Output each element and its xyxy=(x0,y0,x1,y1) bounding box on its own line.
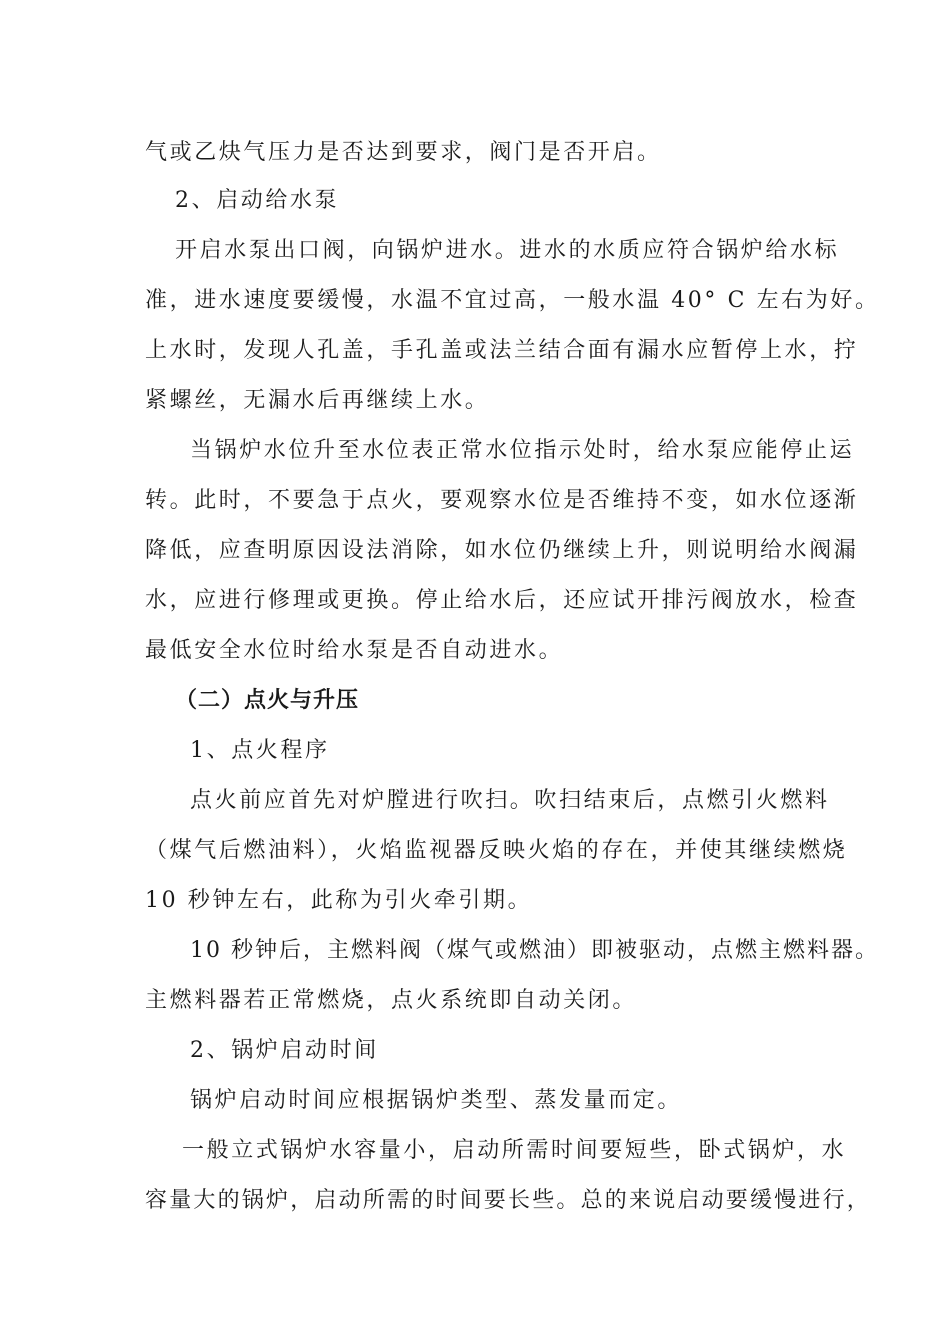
text-line-21: 一般立式锅炉水容量小，启动所需时间要短些，卧式锅炉，水 xyxy=(182,1138,847,1163)
subheading-startup-time: 2、锅炉启动时间 xyxy=(190,1038,379,1063)
text-line-15: （煤气后燃油料），火焰监视器反映火焰的存在，并使其继续燃烧 xyxy=(145,838,848,863)
subheading-ignition-procedure: 1、点火程序 xyxy=(190,738,330,763)
text-line-1: 气或乙炔气压力是否达到要求，阀门是否开启。 xyxy=(145,140,662,165)
text-line-6: 紧螺丝，无漏水后再继续上水。 xyxy=(145,388,490,413)
text-line-10: 水，应进行修理或更换。停止给水后，还应试开排污阀放水，检查 xyxy=(145,588,859,613)
text-line-18: 主燃料器若正常燃烧，点火系统即自动关闭。 xyxy=(145,988,638,1013)
text-line-22: 容量大的锅炉，启动所需的时间要长些。总的来说启动要缓慢进行， xyxy=(145,1188,872,1213)
text-line-14: 点火前应首先对炉膛进行吹扫。吹扫结束后，点燃引火燃料 xyxy=(190,788,830,813)
text-line-20: 锅炉启动时间应根据锅炉类型、蒸发量而定。 xyxy=(190,1088,683,1113)
text-line-3: 开启水泵出口阀，向锅炉进水。进水的水质应符合锅炉给水标 xyxy=(175,238,840,263)
text-line-4: 准，进水速度要缓慢，水温不宜过高，一般水温 40° C 左右为好。 xyxy=(145,288,880,313)
text-line-5: 上水时，发现人孔盖，手孔盖或法兰结合面有漏水应暂停上水，拧 xyxy=(145,338,859,363)
text-line-7: 当锅炉水位升至水位表正常水位指示处时，给水泵应能停止运 xyxy=(190,438,855,463)
text-line-17: 10 秒钟后，主燃料阀（煤气或燃油）即被驱动，点燃主燃料器。 xyxy=(190,938,879,963)
text-line-11: 最低安全水位时给水泵是否自动进水。 xyxy=(145,638,564,663)
text-line-16: 10 秒钟左右，此称为引火牵引期。 xyxy=(145,888,533,913)
text-line-9: 降低，应查明原因设法消除，如水位仍继续上升，则说明给水阀漏 xyxy=(145,538,859,563)
text-line-2: 2、启动给水泵 xyxy=(175,188,340,213)
text-line-8: 转。此时，不要急于点火，要观察水位是否维持不变，如水位逐渐 xyxy=(145,488,859,513)
section-heading: （二）点火与升压 xyxy=(175,688,360,713)
